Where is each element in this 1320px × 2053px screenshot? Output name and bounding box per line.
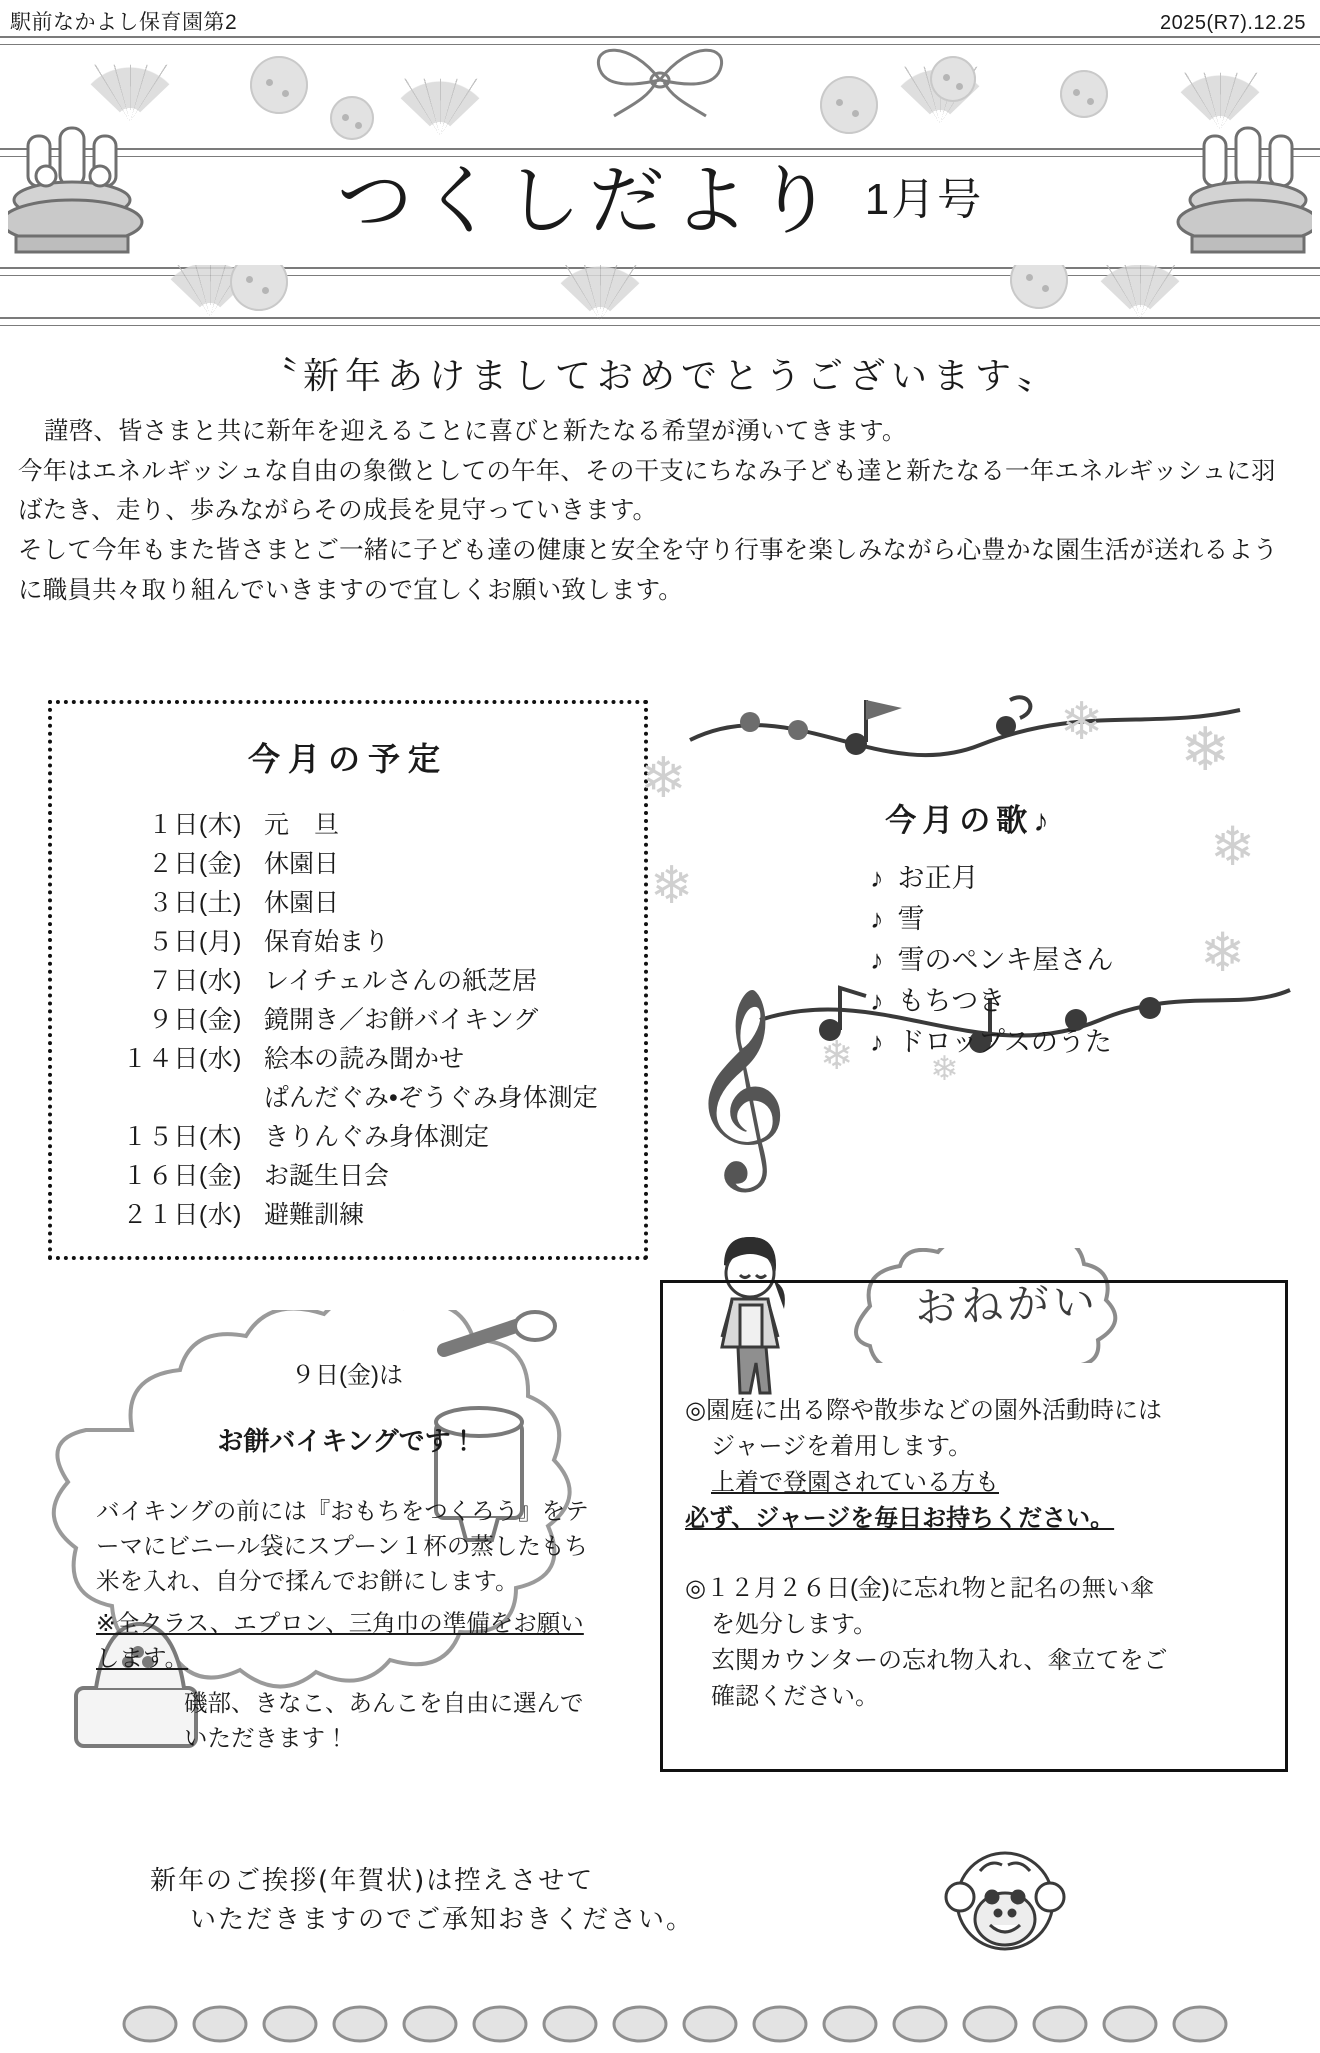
issue-label: 1月号 xyxy=(864,174,984,224)
songs-list xyxy=(870,858,1114,1063)
mochi-body-1: バイキングの前には『おもちをつくろう』をテーマにビニール袋にスプーン１杯の蒸したもち米を入れ、自分で揉んでお餅にします。 xyxy=(96,1497,589,1594)
monthly-schedule-box xyxy=(48,700,648,1260)
mochi-callout-text xyxy=(40,1310,650,1790)
title-block xyxy=(0,140,1320,249)
schedule-day: １５日(木) xyxy=(122,1123,242,1151)
plum-blossom-icon xyxy=(330,96,374,140)
decorative-band-bottom xyxy=(0,265,1320,330)
music-note-icon: ♪ xyxy=(870,904,884,935)
greeting-heading: 〝新年あけましておめでとうございます〟 xyxy=(260,356,1059,397)
schedule-title: 今月の予定 xyxy=(247,741,448,777)
song-item xyxy=(870,981,1114,1022)
schedule-row xyxy=(52,1001,644,1040)
music-note-icon: ♪ xyxy=(870,945,884,976)
schedule-day: ３日(土) xyxy=(147,889,242,917)
snowflake-icon: ❄ xyxy=(1210,817,1256,877)
music-note-icon: ♪ xyxy=(870,863,884,893)
greeting-paragraph: 謹啓、皆さまと共に新年を迎えることに喜びと新たなる希望が湧いてきます。 xyxy=(44,418,907,445)
onegai-item-1-line-1: ◎園庭に出る際や散歩などの園外活動時には xyxy=(685,1397,1162,1424)
song-title: 雪のペンキ屋さん xyxy=(897,945,1114,976)
onegai-item-2-line-2: を処分します。 xyxy=(711,1611,878,1638)
snowflake-icon: ❄ xyxy=(650,857,694,915)
mochi-headline: お餅バイキングです！ xyxy=(217,1425,477,1456)
onegai-item-1-line-4: 必ず、ジャージを毎日お持ちください。 xyxy=(685,1505,1115,1532)
onegai-item-1-line-2: ジャージを着用します。 xyxy=(711,1433,973,1460)
greeting-paragraph: 今年はエネルギッシュな自由の象徴としての午年、その干支にちなみ子ども達と新たなる一年エネルギッシュに羽ばたき、走り、歩みながらその成長を見守っていきます。 xyxy=(18,457,1276,525)
schedule-event: 休園日 xyxy=(264,889,340,917)
page-title: つくしだより xyxy=(336,156,841,245)
snowflake-icon: ❄ xyxy=(930,1050,959,1088)
schedule-day: １６日(金) xyxy=(122,1162,242,1190)
schedule-list xyxy=(52,806,644,1235)
schedule-row xyxy=(52,1196,644,1235)
monkey-illustration xyxy=(940,1835,1070,1965)
schedule-event: レイチェルさんの紙芝居 xyxy=(264,967,538,995)
onegai-notice-box xyxy=(660,1280,1288,1772)
song-title: ドロップスのうた xyxy=(897,1027,1112,1058)
schedule-day: ２１日(水) xyxy=(122,1201,242,1229)
schedule-row xyxy=(52,1040,644,1079)
schedule-event: お誕生日会 xyxy=(264,1162,390,1190)
song-title: 雪 xyxy=(897,904,925,935)
schedule-day: １日(木) xyxy=(147,811,242,839)
schedule-row xyxy=(52,962,644,1001)
schedule-row-continuation xyxy=(52,1079,644,1118)
snowflake-icon: ❄ xyxy=(1200,923,1246,983)
snowflake-icon: ❄ xyxy=(640,746,687,809)
song-item xyxy=(870,940,1114,981)
onegai-label: おねがい xyxy=(914,1276,1100,1333)
footer-note xyxy=(150,1862,770,1940)
schedule-day: ２日(金) xyxy=(147,850,242,878)
schedule-row xyxy=(52,884,644,923)
plum-blossom-icon xyxy=(930,56,976,102)
schedule-row xyxy=(52,1118,644,1157)
music-note-icon: ♪ xyxy=(870,986,884,1017)
decorative-strip-bottom xyxy=(0,1978,1320,2048)
plum-blossom-icon xyxy=(820,76,878,134)
music-note-icon: ♪ xyxy=(870,1027,884,1058)
song-item xyxy=(870,899,1114,940)
snowflake-icon: ❄ xyxy=(820,1034,854,1078)
schedule-row xyxy=(52,806,644,845)
fan-icon xyxy=(70,52,190,122)
greeting-paragraph: そして今年もまた皆さまとご一緒に子ども達の健康と安全を守り行事を楽しみながら心豊かな園生活が送れるように職員共々取り組んでいきますので宜しくお願い致します。 xyxy=(18,537,1278,604)
greeting-body xyxy=(18,412,1298,610)
mochi-buffet-callout xyxy=(40,1310,650,1790)
onegai-item-1 xyxy=(685,1393,1265,1537)
ribbon-bow-icon xyxy=(560,32,760,118)
schedule-event: 休園日 xyxy=(264,850,340,878)
schedule-event: 鏡開き／お餅バイキング xyxy=(264,1006,539,1034)
onegai-item-1-line-3: 上着で登園されている方も xyxy=(711,1469,999,1496)
schedule-row xyxy=(52,923,644,962)
mochi-body-3: 磯部、きなこ、あんこを自由に選んでいただきます！ xyxy=(184,1689,584,1751)
schedule-event-continued: ぱんだぐみ•ぞうぐみ身体測定 xyxy=(264,1084,598,1112)
schedule-event: 保育始まり xyxy=(264,928,390,956)
plum-blossom-icon xyxy=(230,265,288,311)
song-item xyxy=(870,858,1114,899)
plum-blossom-icon xyxy=(1060,70,1108,118)
schedule-row xyxy=(52,845,644,884)
onegai-item-2-line-1: ◎１２月２６日(金)に忘れ物と記名の無い傘 xyxy=(685,1575,1154,1602)
schedule-day: ５日(月) xyxy=(147,928,242,956)
snowflake-icon: ❄ xyxy=(1180,716,1231,783)
schedule-event: 避難訓練 xyxy=(264,1201,365,1229)
fan-icon xyxy=(380,66,500,136)
monthly-songs-panel xyxy=(640,690,1300,1250)
songs-title: 今月の歌♪ xyxy=(885,803,1055,838)
song-title: もちつき xyxy=(897,986,1006,1017)
schedule-day: ７日(水) xyxy=(147,967,242,995)
onegai-item-2-line-4: 確認ください。 xyxy=(711,1683,879,1710)
schedule-event: 絵本の読み聞かせ xyxy=(264,1045,465,1073)
plum-blossom-icon xyxy=(250,56,308,114)
fan-icon xyxy=(540,265,660,321)
schedule-event: 元 旦 xyxy=(264,811,340,839)
mochi-date: ９日(金)は xyxy=(291,1362,403,1389)
onegai-item-2-line-3: 玄関カウンターの忘れ物入れ、傘立てをご xyxy=(711,1647,1168,1674)
fan-icon xyxy=(1080,265,1200,319)
song-title: お正月 xyxy=(897,863,979,893)
schedule-day: １４日(水) xyxy=(122,1045,242,1073)
schedule-day: ９日(金) xyxy=(147,1006,242,1034)
snowflake-icon: ❄ xyxy=(1060,693,1104,751)
plum-blossom-icon xyxy=(1010,265,1068,309)
issue-date: 2025(R7).12.25 xyxy=(1160,12,1306,34)
treble-clef-icon: 𝄞 xyxy=(688,986,789,1184)
song-item xyxy=(870,1022,1114,1063)
mochi-body xyxy=(96,1494,598,1598)
schedule-event: きりんぐみ身体測定 xyxy=(264,1123,490,1151)
onegai-item-2 xyxy=(685,1571,1265,1715)
footer-line-1: 新年のご挨拶(年賀状)は控えさせて xyxy=(150,1866,595,1896)
schedule-row xyxy=(52,1157,644,1196)
mochi-body-2: ※全クラス、エプロン、三角巾の準備をお願いします。 xyxy=(96,1610,584,1672)
school-name: 駅前なかよし保育園第2 xyxy=(10,11,238,34)
footer-line-2: いただきますのでご承知おきください。 xyxy=(190,1905,695,1935)
